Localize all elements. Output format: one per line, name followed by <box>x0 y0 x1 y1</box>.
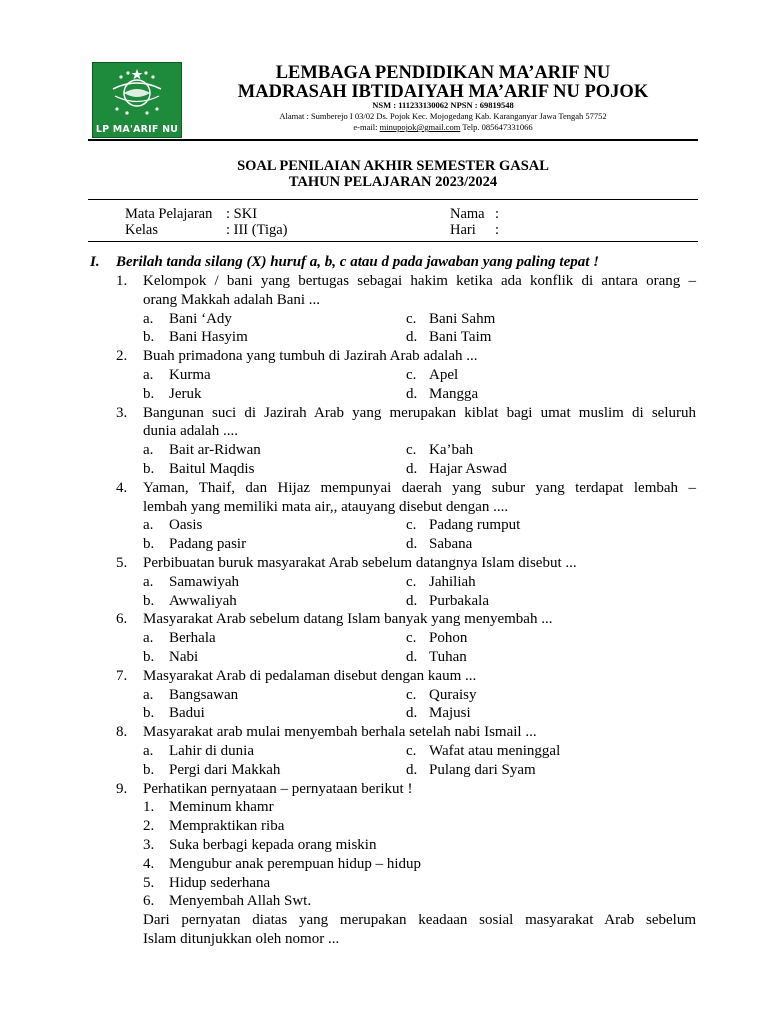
option-text: Bani ‘Ady <box>169 310 232 327</box>
option-text: Samawiyah <box>169 573 239 590</box>
option-text: Apel <box>429 367 459 383</box>
question-number: 6. <box>116 611 128 628</box>
name-value: : <box>495 206 500 222</box>
class-value: : III (Tiga) <box>226 222 288 238</box>
question-number: 5. <box>116 555 128 571</box>
option-text: Mangga <box>429 385 479 402</box>
option-text: Sabana <box>429 536 473 553</box>
option-letter: a. <box>143 442 154 459</box>
phone-text: Telp. 085647331066 <box>460 122 533 132</box>
option-text: Purbakala <box>429 592 489 609</box>
option-letter: c. <box>406 517 417 534</box>
question-number: 7. <box>116 667 128 684</box>
section-number: I. <box>90 254 100 270</box>
name-label: Nama <box>450 206 485 222</box>
question-number: 4. <box>116 479 128 496</box>
option-text: Bani Taim <box>429 329 492 346</box>
option-text: Ka’bah <box>429 442 474 459</box>
option-letter: d. <box>406 649 418 665</box>
question-text: Buah primadona yang tumbuh di Jazirah Arab adalah ... <box>143 348 478 365</box>
option-text: Tuhan <box>429 649 467 665</box>
question-text: orang Makkah adalah Bani ... <box>143 291 321 308</box>
question-text: lembah yang memiliki mata air,, atauyang disebut dengan .... <box>143 498 509 515</box>
day-label: Hari <box>450 222 476 238</box>
statement-text: Meminum khamr <box>169 799 274 816</box>
option-text: Hajar Aswad <box>429 461 507 477</box>
subject-value: : SKI <box>226 206 258 222</box>
question-text: Kelompok / bani yang bertugas sebagai hakim ketika ada konflik di antara orang – <box>143 273 696 289</box>
section-instruction: Berilah tanda silang (X) huruf a, b, c atau d pada jawaban yang paling tepat ! <box>116 254 599 270</box>
option-text: Oasis <box>169 517 203 534</box>
statement-text: Menyembah Allah Swt. <box>169 893 312 910</box>
meta-top-divider <box>88 199 698 200</box>
option-letter: d. <box>406 761 418 778</box>
statement-number: 5. <box>143 874 155 891</box>
school-ids: NSM : 111233130062 NPSN : 69819548 <box>372 100 514 110</box>
meta-bottom-divider <box>88 241 698 242</box>
option-text: Pulang dari Syam <box>429 761 536 778</box>
option-letter: c. <box>406 743 417 759</box>
option-letter: b. <box>143 461 155 477</box>
option-letter: c. <box>406 367 417 383</box>
institution-name: LEMBAGA PENDIDIKAN MA’ARIF NU <box>275 63 611 83</box>
option-text: Padang pasir <box>169 536 247 553</box>
logo-caption: LP MA'ARIF NU <box>95 124 179 135</box>
statement-text: Mengubur anak perempuan hidup – hidup <box>169 855 422 872</box>
option-text: Badui <box>169 705 205 722</box>
question-text: dunia adalah .... <box>143 423 238 440</box>
statement-number: 6. <box>143 893 155 910</box>
email-label: e-mail: <box>353 122 380 132</box>
day-value: : <box>495 222 500 238</box>
statement-number: 4. <box>143 855 155 872</box>
question-number: 1. <box>116 273 128 289</box>
option-letter: c. <box>406 442 417 459</box>
option-letter: d. <box>406 385 418 402</box>
option-text: Pergi dari Makkah <box>169 761 281 778</box>
statement-text: Hidup sederhana <box>169 874 271 891</box>
option-letter: d. <box>406 536 418 553</box>
class-label: Kelas <box>125 222 159 238</box>
option-text: Kurma <box>169 367 211 383</box>
option-letter: c. <box>406 310 417 327</box>
option-letter: c. <box>406 686 417 703</box>
option-letter: a. <box>143 517 154 534</box>
option-letter: a. <box>143 573 154 590</box>
option-text: Bait ar-Ridwan <box>169 442 261 459</box>
statement-text: Mempraktikan riba <box>169 818 285 835</box>
option-letter: b. <box>143 536 155 553</box>
option-letter: d. <box>406 592 418 609</box>
school-contact <box>196 122 690 132</box>
option-letter: b. <box>143 592 155 609</box>
option-text: Quraisy <box>429 686 477 703</box>
option-text: Pohon <box>429 630 468 647</box>
option-letter: d. <box>406 329 418 346</box>
question-text: Masyarakat arab mulai menyembah berhala setelah nabi Ismail ... <box>143 724 537 741</box>
question-text: Perbibuatan buruk masyarakat Arab sebelum datangnya Islam disebut ... <box>143 555 577 571</box>
option-letter: c. <box>406 630 417 647</box>
option-letter: a. <box>143 630 154 647</box>
option-letter: b. <box>143 761 155 778</box>
question-number: 9. <box>116 780 128 797</box>
option-text: Jeruk <box>169 385 202 402</box>
option-letter: a. <box>143 743 154 759</box>
question-text: Masyarakat Arab sebelum datang Islam banyak yang menyembah ... <box>143 611 553 628</box>
question-text: Bangunan suci di Jazirah Arab yang merupakan kiblat bagi umat muslim di seluruh <box>143 404 696 421</box>
option-text: Bangsawan <box>169 686 239 703</box>
exam-title: SOAL PENILAIAN AKHIR SEMESTER GASAL <box>237 158 549 174</box>
option-letter: d. <box>406 461 418 477</box>
option-text: Bani Hasyim <box>169 329 248 346</box>
exam-year: TAHUN PELAJARAN 2023/2024 <box>288 174 498 190</box>
option-letter: b. <box>143 705 155 722</box>
option-text: Berhala <box>169 630 216 647</box>
option-text: Wafat atau meninggal <box>429 743 561 759</box>
statement-text: Suka berbagi kepada orang miskin <box>169 837 377 853</box>
option-text: Awwaliyah <box>169 592 237 609</box>
question-number: 3. <box>116 404 128 421</box>
option-letter: b. <box>143 329 155 346</box>
question-text: Perhatikan pernyataan – pernyataan berikut ! <box>143 780 413 797</box>
option-text: Nabi <box>169 649 199 665</box>
school-address: Alamat : Sumberejo I 03/02 Ds. Pojok Kec. Mojogedang Kab. Karanganyar Jawa Tengah 57752 <box>279 111 607 121</box>
option-letter: c. <box>406 573 417 590</box>
question-number: 8. <box>116 724 128 741</box>
option-letter: a. <box>143 367 154 383</box>
option-letter: b. <box>143 649 155 665</box>
option-letter: d. <box>406 705 418 722</box>
email-link[interactable]: minupojok@gmail.com <box>379 122 461 132</box>
nu-emblem-icon <box>93 63 181 123</box>
subject-label: Mata Pelajaran <box>125 206 213 222</box>
question-text: Islam ditunjukkan oleh nomor ... <box>143 931 340 947</box>
school-name: MADRASAH IBTIDAIYAH MA’ARIF NU POJOK <box>237 82 649 102</box>
option-text: Lahir di dunia <box>169 743 254 759</box>
question-number: 2. <box>116 348 128 365</box>
question-text: Yaman, Thaif, dan Hijaz mempunyai daerah yang subur yang terdapat lembah – <box>143 479 696 496</box>
question-text: Masyarakat Arab di pedalaman disebut dengan kaum ... <box>143 667 477 684</box>
statement-number: 1. <box>143 799 155 816</box>
question-text: Dari pernyatan diatas yang merupakan keadaan sosial masyarakat Arab sebelum <box>143 912 696 929</box>
option-text: Majusi <box>429 705 471 722</box>
statement-number: 3. <box>143 837 155 853</box>
option-text: Jahiliah <box>429 573 476 590</box>
option-text: Bani Sahm <box>429 310 496 327</box>
header-divider <box>88 139 698 141</box>
option-letter: b. <box>143 385 155 402</box>
option-text: Padang rumput <box>429 517 521 534</box>
option-text: Baitul Maqdis <box>169 461 255 477</box>
option-letter: a. <box>143 310 154 327</box>
option-letter: a. <box>143 686 154 703</box>
lp-maarif-nu-logo <box>92 62 182 138</box>
statement-number: 2. <box>143 818 155 835</box>
